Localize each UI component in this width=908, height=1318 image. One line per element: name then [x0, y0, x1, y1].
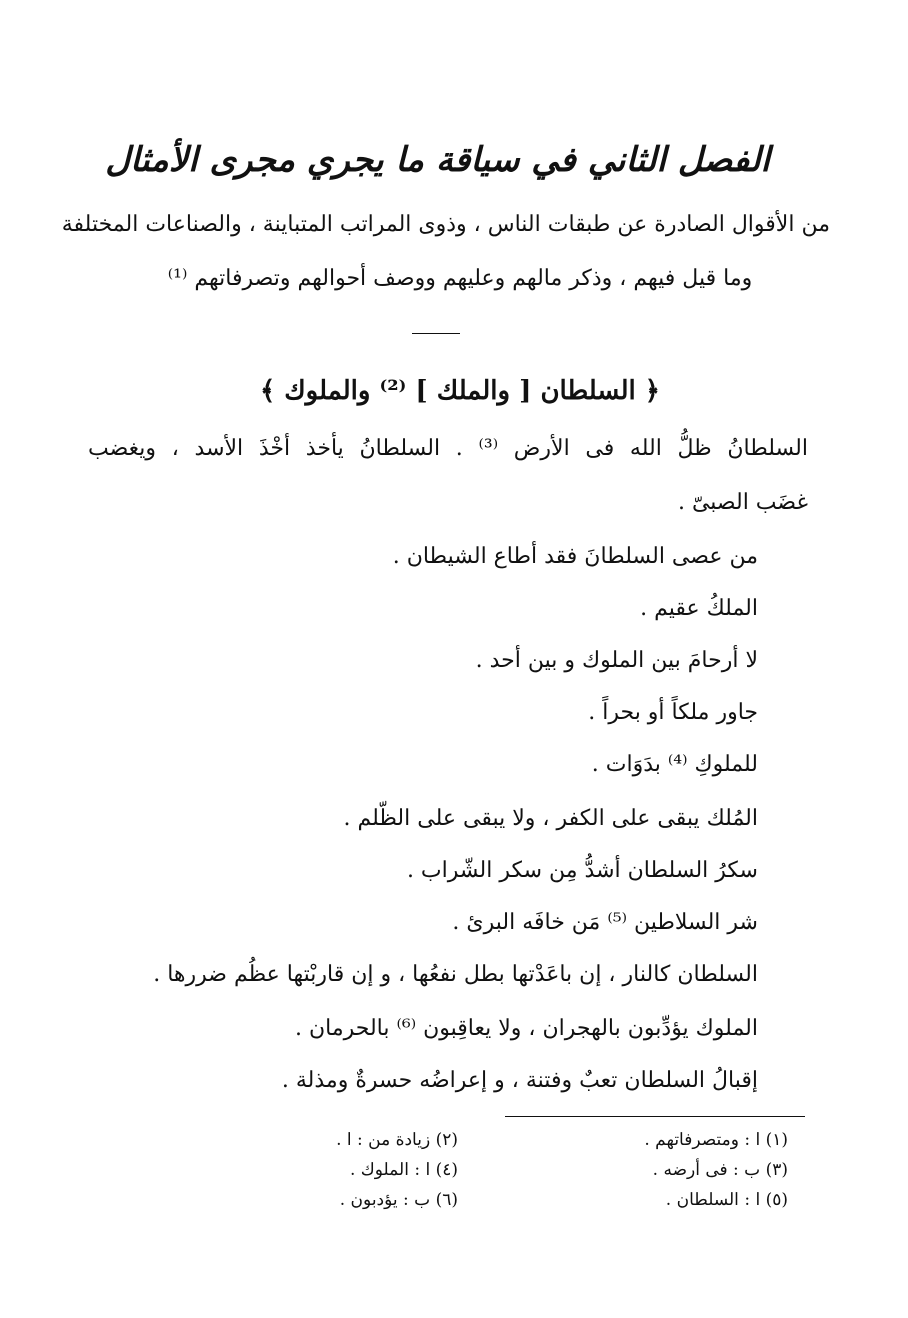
proverb-line: الملكُ عقيم . — [640, 596, 758, 621]
footnote-4: (٤) ا : الملوك . — [349, 1160, 458, 1180]
proverb-line: سكرُ السلطان أشدُّ مِن سكر الشّراب . — [406, 858, 758, 883]
paragraph-line-1: السلطانُ ظلُّ الله فى الأرض ⁽³⁾ . السلطانُ يأخذ أخْذَ الأسد ، ويغضب — [88, 436, 808, 461]
footnote-5: (٥) ا : السلطان . — [665, 1190, 788, 1210]
footnote-1: (١) ا : ومتصرفاتهم . — [644, 1130, 788, 1150]
footnote-divider — [505, 1116, 805, 1117]
section-heading: ﴿ السلطان [ والملك ] ⁽²⁾ والملوك ﴾ — [259, 376, 661, 406]
footnote-6: (٦) ب : يؤدبون . — [339, 1190, 458, 1210]
subtitle-line-2: وما قيل فيهم ، وذكر مالهم وعليهم ووصف أحوالهم وتصرفاتهم ⁽¹⁾ — [167, 266, 753, 291]
proverb-line: جاور ملكاً أو بحراً . — [588, 700, 758, 725]
footnote-3: (٣) ب : فى أرضه . — [652, 1160, 788, 1180]
proverb-line: الملوك يؤدِّبون بالهجران ، ولا يعاقِبون ⁽⁶⁾ بالحرمان . — [294, 1016, 758, 1041]
proverb-line: إقبالُ السلطان تعبٌ وفتنة ، و إعراضُه حسرةٌ ومذلة . — [281, 1068, 758, 1093]
proverb-line: للملوكِ ⁽⁴⁾ بدَوَات . — [591, 752, 758, 777]
proverb-line: شر السلاطين ⁽⁵⁾ مَن خافَه البرئ . — [452, 910, 758, 935]
paragraph-line-2: غضَب الصبىّ . — [677, 490, 808, 515]
proverb-line: السلطان كالنار ، إن باعَدْتها بطل نفعُها ، و إن قاربْتها عظُم ضررها . — [153, 962, 758, 987]
subtitle-line-1: من الأقوال الصادرة عن طبقات الناس ، وذوى المراتب المتباينة ، والصناعات المختلفة — [61, 212, 830, 237]
proverb-line: المُلك يبقى على الكفر ، ولا يبقى على الظّلم . — [343, 806, 758, 831]
chapter-title: الفصل الثاني في سياقة ما يجري مجرى الأمثال — [105, 140, 770, 180]
proverb-line: لا أرحامَ بين الملوك و بين أحد . — [475, 648, 758, 673]
footnote-2: (٢) زيادة من : ا . — [336, 1130, 458, 1150]
section-divider — [412, 333, 460, 334]
proverb-line: من عصى السلطانَ فقد أطاع الشيطان . — [392, 544, 758, 569]
